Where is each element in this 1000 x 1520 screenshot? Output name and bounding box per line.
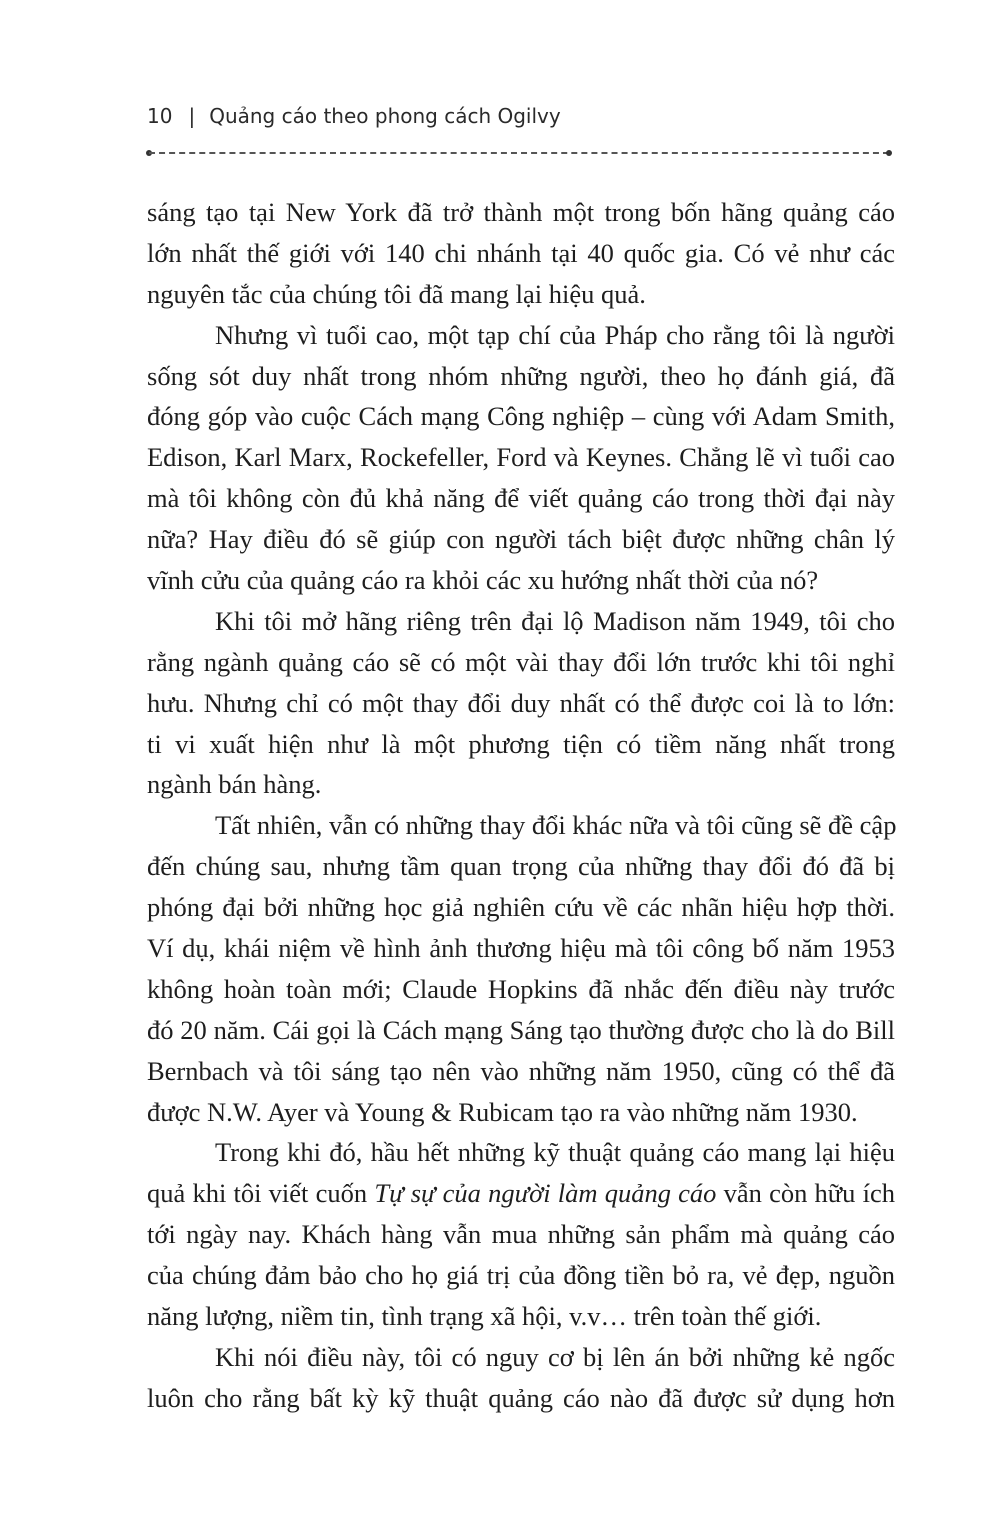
text-line: Tất nhiên, vẫn có những thay đổi khác nữa và tôi cũng sẽ đề cập bbox=[215, 810, 897, 841]
text-line: Khi nói điều này, tôi có nguy cơ bị lên án bởi những kẻ ngốc bbox=[215, 1341, 895, 1372]
text-line: phóng đại bởi những học giả nghiên cứu về các nhãn hiệu hợp thời. bbox=[147, 892, 895, 923]
running-header bbox=[147, 104, 561, 128]
text-line: tới ngày nay. Khách hàng vẫn mua những sản phẩm mà quảng cáo bbox=[147, 1219, 895, 1250]
book-title-italic: Tự sự của người làm quảng cáo bbox=[374, 1178, 717, 1209]
text-line: luôn cho rằng bất kỳ kỹ thuật quảng cáo nào đã được sử dụng hơn bbox=[147, 1382, 895, 1413]
text-line: được N.W. Ayer và Young & Rubicam tạo ra vào những năm 1930. bbox=[147, 1096, 858, 1127]
text-line: vĩnh cửu của quảng cáo ra khỏi các xu hướng nhất thời của nó? bbox=[147, 565, 819, 596]
paragraph bbox=[147, 1337, 895, 1419]
text-line bbox=[147, 1173, 895, 1214]
text-line: rằng ngành quảng cáo sẽ có một vài thay đổi lớn trước khi tôi nghỉ bbox=[147, 646, 895, 677]
text-line: nữa? Hay điều đó sẽ giúp con người tách biệt được những chân lý bbox=[147, 524, 895, 555]
text-line: ti vi xuất hiện như là một phương tiện có tiềm năng nhất trong bbox=[147, 728, 895, 759]
text-line: nguyên tắc của chúng tôi đã mang lại hiệu quả. bbox=[147, 278, 646, 309]
text-line: đóng góp vào cuộc Cách mạng Công nghiệp – cùng với Adam Smith, bbox=[147, 401, 895, 432]
text-line: đó 20 năm. Cái gọi là Cách mạng Sáng tạo thường được cho là do Bill bbox=[147, 1014, 895, 1045]
text-segment: vẫn còn hữu ích bbox=[716, 1178, 895, 1209]
text-line: của chúng đảm bảo cho họ giá trị của đồng tiền bỏ ra, vẻ đẹp, nguồn bbox=[147, 1260, 895, 1291]
text-line: Edison, Karl Marx, Rockefeller, Ford và Keynes. Chẳng lẽ vì tuổi cao bbox=[147, 442, 895, 473]
running-title: Quảng cáo theo phong cách Ogilvy bbox=[209, 104, 561, 128]
header-divider bbox=[149, 152, 889, 154]
text-line: Ví dụ, khái niệm về hình ảnh thương hiệu mà tôi công bố năm 1953 bbox=[147, 933, 895, 964]
text-line: Nhưng vì tuổi cao, một tạp chí của Pháp cho rằng tôi là người bbox=[215, 319, 895, 350]
text-line: Bernbach và tôi sáng tạo nên vào những năm 1950, cũng có thể đã bbox=[147, 1055, 895, 1086]
text-line: sáng tạo tại New York đã trở thành một trong bốn hãng quảng cáo bbox=[147, 197, 895, 227]
page-number: 10 bbox=[147, 104, 173, 128]
paragraph bbox=[147, 805, 895, 1132]
body-text bbox=[147, 192, 895, 1419]
text-line: lớn nhất thế giới với 140 chi nhánh tại 40 quốc gia. Có vẻ như các bbox=[147, 237, 895, 268]
text-line: năng lượng, niềm tin, tình trạng xã hội, v.v… trên toàn thế giới. bbox=[147, 1301, 822, 1332]
header-separator: | bbox=[188, 104, 196, 128]
text-line: đến chúng sau, nhưng tầm quan trọng của những thay đổi đó đã bị bbox=[147, 851, 895, 882]
text-line: sống sót duy nhất trong nhóm những người, theo họ đánh giá, đã bbox=[147, 360, 895, 391]
paragraph bbox=[147, 601, 895, 805]
text-line: không hoàn toàn mới; Claude Hopkins đã nhắc đến điều này trước bbox=[147, 973, 895, 1004]
text-line: Trong khi đó, hầu hết những kỹ thuật quảng cáo mang lại hiệu bbox=[215, 1137, 895, 1168]
text-line: hưu. Nhưng chỉ có một thay đổi duy nhất có thể được coi là to lớn: bbox=[147, 687, 895, 718]
text-segment: quả khi tôi viết cuốn bbox=[147, 1178, 375, 1209]
paragraph bbox=[147, 1132, 895, 1336]
paragraph bbox=[147, 192, 895, 315]
paragraph bbox=[147, 315, 895, 601]
rule-end-dot-right bbox=[886, 150, 892, 156]
text-line: ngành bán hàng. bbox=[147, 769, 322, 800]
text-line: Khi tôi mở hãng riêng trên đại lộ Madison năm 1949, tôi cho bbox=[215, 605, 895, 636]
text-line: mà tôi không còn đủ khả năng để viết quảng cáo trong thời đại này bbox=[147, 483, 895, 514]
